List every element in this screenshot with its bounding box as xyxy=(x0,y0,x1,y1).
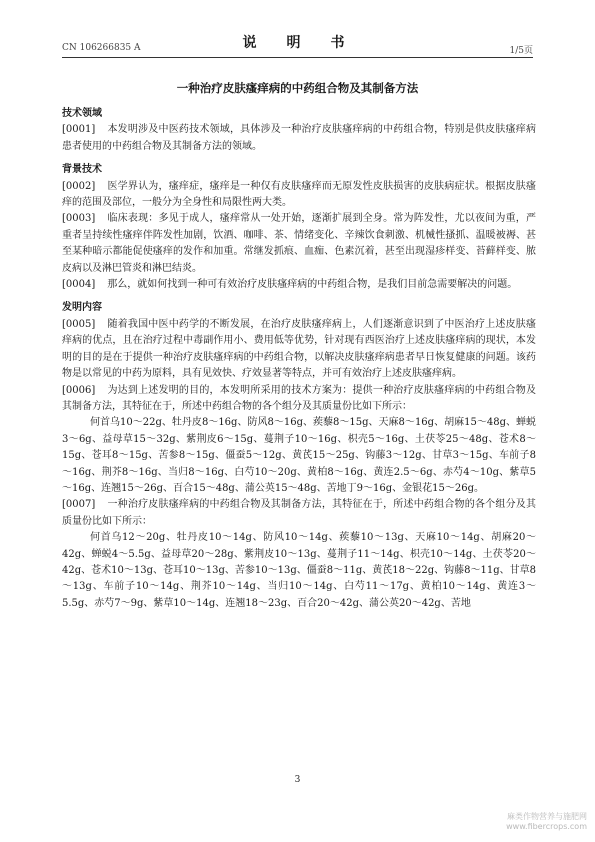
paragraph-number: [0007] xyxy=(62,499,96,511)
paragraph-text: 本发明涉及中医药技术领域，具体涉及一种治疗皮肤瘙痒病的中药组合物，特别是供皮肤瘙痒病患者使用的中药组合物及其制备方法的领域。 xyxy=(62,124,536,152)
paragraph-text: 为达到上述发明的目的，本发明所采用的技术方案为：提供一种治疗皮肤瘙痒病的中药组合物及其制备方法，其特征在于，所述中药组合物的各个组分及其质量份比如下所示： xyxy=(62,384,536,412)
paragraph-text: 医学界认为，瘙痒症，瘙痒是一种仅有皮肤瘙痒而无原发性皮肤损害的皮肤病症状。根据皮肤瘙痒的范围及部位，一般分为全身性和局限性两大类。 xyxy=(62,180,536,209)
paragraph-number: [0006] xyxy=(62,384,96,396)
paragraph-text: 一种治疗皮肤瘙痒病的中药组合物及其制备方法，其特征在于，所述中药组合物的各个组分及其质量份比如下所示： xyxy=(62,499,536,527)
document-title: 一种治疗皮肤瘙痒病的中药组合物及其制备方法 xyxy=(176,81,419,95)
formula-list-1: 何首乌10～22g、牡丹皮8～16g、防风8～16g、蒺藜8～15g、天麻8～16g、胡麻15～48g、蝉蜕3～6g、益母草15～32g、紫荆皮6～15g、蔓荆子10～16g、枳壳5～16g、土茯苓25～48g、苍术8～15g、苍耳8～15g、苦参8～15g、僵蚕5～12g、黄芪15～25g、钩藤3～12g、甘草3～15g、车前子8～16g、荆芥8～16g、当归8～16g、白芍10～20g、黄柏8～16g、黄连2.5～6g、赤芍4～10g、紫草5～16g、连翘15～26g、百合15～48g、蒲公英15～48g、苦地丁9～16g、金银花15～26g。 xyxy=(62,417,536,494)
watermark-line-1: 麻类作物营养与施肥网 xyxy=(507,812,587,821)
paragraph-number: [0002] xyxy=(62,180,96,192)
page-header xyxy=(62,28,533,58)
page-indicator: 1/5页 xyxy=(509,46,533,56)
paragraph-0006 xyxy=(62,383,536,416)
paragraph-text: 临床表现：多见于成人，瘙痒常从一处开始，逐渐扩展到全身。常为阵发性，尤以夜间为重，严重者呈持续性瘙痒伴阵发性加剧，饮酒、咖啡、茶、情绪变化、辛辣饮食刺激、机械性搔抓、温暖被褥、甚至某种暗示都能促使瘙痒的发作和加重。常继发抓痕、血痂、色素沉着，甚至出现湿疹样变、苔藓样变、脓皮病以及淋巴管炎和淋巴结炎。 xyxy=(62,213,536,274)
patent-number: CN 106266835 A xyxy=(62,43,141,53)
section-heading-tech-field: 技术领域 xyxy=(62,108,102,119)
paragraph-0007 xyxy=(62,497,536,530)
section-heading-invention: 发明内容 xyxy=(62,302,102,314)
paragraph-text: 随着我国中医中药学的不断发展，在治疗皮肤瘙痒病上，人们逐渐意识到了中医治疗上述皮肤瘙痒病的优点，且在治疗过程中毒副作用小、费用低等优势，针对现有西医治疗上述皮肤瘙痒病的现状，本发明的目的是在于提供一种治疗皮肤瘙痒病的中药组合物，以解决皮肤瘙痒病患者早日恢复健康的问题。该药物是以常见的中药为原料，具有见效快、疗效显著等特点，并可有效治疗上述皮肤瘙痒病。 xyxy=(62,318,536,380)
watermark-line-2: www.fibercrops.com xyxy=(506,822,587,831)
page-number: 3 xyxy=(294,775,301,785)
header-rule xyxy=(62,57,533,58)
paragraph-number: [0001] xyxy=(62,124,96,136)
document-body xyxy=(62,106,536,612)
paragraph-text: 那么，就如何找到一种可有效治疗皮肤瘙痒病的中药组合物，是我们目前急需要解决的问题。 xyxy=(107,279,518,291)
paragraph-number: [0004] xyxy=(62,279,96,291)
watermark xyxy=(506,812,587,832)
section-heading-background: 背景技术 xyxy=(62,164,102,176)
paragraph-number: [0003] xyxy=(62,213,96,225)
document-type: 说 明 书 xyxy=(242,35,353,51)
paragraph-0005 xyxy=(62,317,536,383)
paragraph-0003 xyxy=(62,211,536,277)
paragraph-0004 xyxy=(62,277,536,293)
paragraph-0001 xyxy=(62,122,536,155)
paragraph-0002 xyxy=(62,179,536,212)
formula-list-2: 何首乌12～20g、牡丹皮10～14g、防风10～14g、蒺藜10～13g、天麻10～14g、胡麻20～42g、蝉蜕4～5.5g、益母草20～28g、紫荆皮10～13g、蔓荆子11～14g、枳壳10～14g、土茯苓20～42g、苍术10～13g、苍耳10～13g、苦参10～13g、僵蚕8～11g、黄芪18～22g、钩藤8～11g、甘草8～13g、车前子10～14g、荆芥10～14g、当归10～14g、白芍11～17g、黄柏10～14g、黄连3～5.5g、赤芍7～9g、紫草10～14g、连翘18～23g、百合20～42g、蒲公英20～42g、苦地 xyxy=(62,532,536,609)
paragraph-number: [0005] xyxy=(62,318,96,330)
